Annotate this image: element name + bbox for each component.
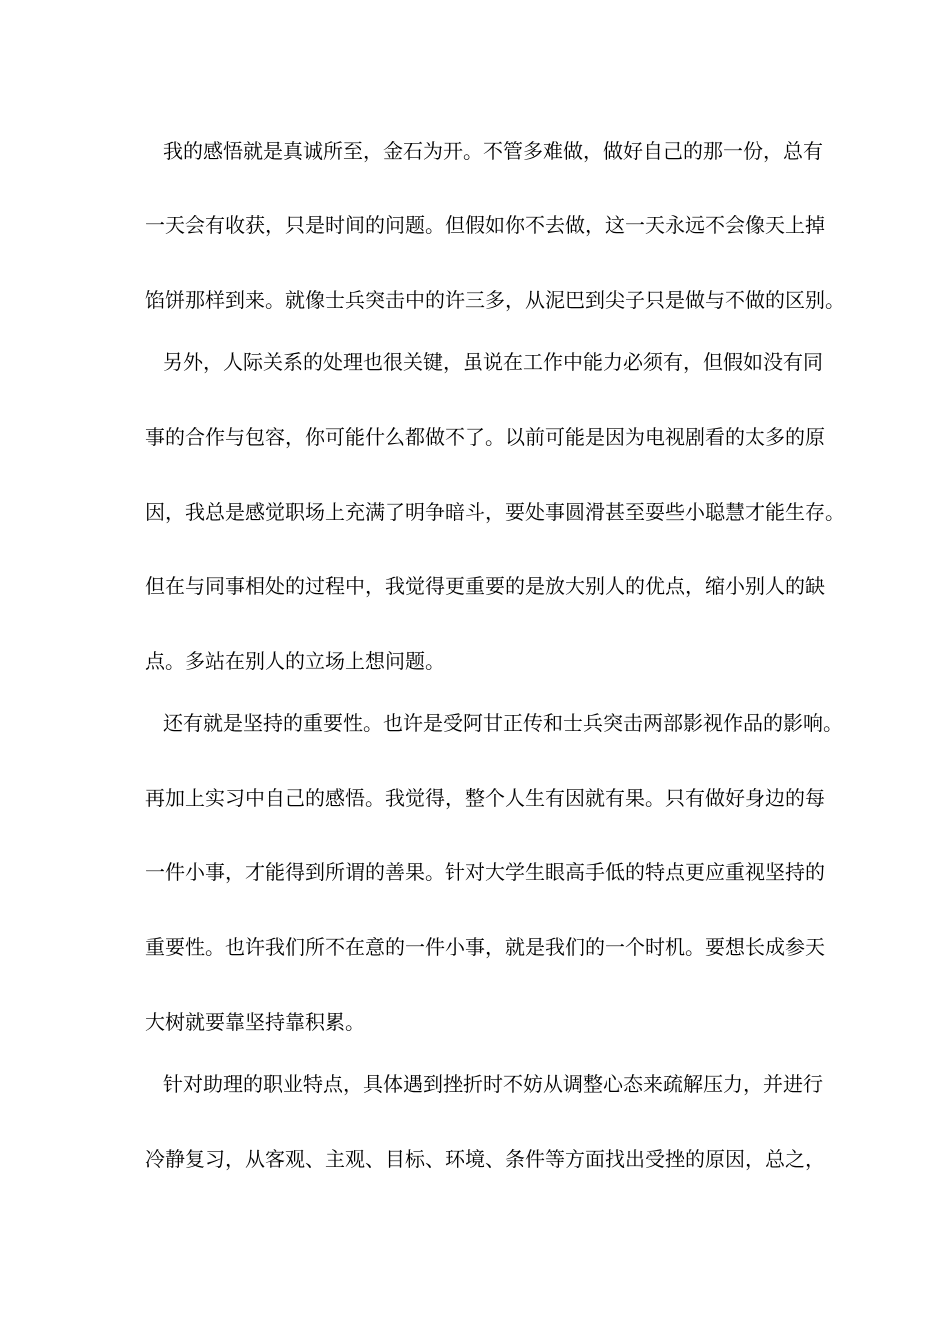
paragraph-4-line-2: 冷静复习，从客观、主观、目标、环境、条件等方面找出受挫的原因，总之， xyxy=(145,1147,825,1171)
paragraph-1-line-2: 一天会有收获，只是时间的问题。但假如你不去做，这一天永远不会像天上掉 xyxy=(145,213,825,237)
paragraph-2-line-5: 点。多站在别人的立场上想问题。 xyxy=(145,649,445,673)
paragraph-3-line-1: 还有就是坚持的重要性。也许是受阿甘正传和士兵突击两部影视作品的影响。 xyxy=(163,711,843,735)
paragraph-2-line-4: 但在与同事相处的过程中，我觉得更重要的是放大别人的优点，缩小别人的缺 xyxy=(145,574,825,598)
paragraph-1-line-3: 馅饼那样到来。就像士兵突击中的许三多，从泥巴到尖子只是做与不做的区别。 xyxy=(145,288,845,312)
paragraph-1-line-1: 我的感悟就是真诚所至，金石为开。不管多难做，做好自己的那一份，总有 xyxy=(163,139,823,163)
paragraph-3-line-3: 一件小事，才能得到所谓的善果。针对大学生眼高手低的特点更应重视坚持的 xyxy=(145,860,825,884)
paragraph-2-line-1: 另外，人际关系的处理也很关键，虽说在工作中能力必须有，但假如没有同 xyxy=(163,350,823,374)
paragraph-2-line-2: 事的合作与包容，你可能什么都做不了。以前可能是因为电视剧看的太多的原 xyxy=(145,425,825,449)
paragraph-3-line-2: 再加上实习中自己的感悟。我觉得，整个人生有因就有果。只有做好身边的每 xyxy=(145,786,825,810)
paragraph-4-line-1: 针对助理的职业特点，具体遇到挫折时不妨从调整心态来疏解压力，并进行 xyxy=(163,1072,823,1096)
paragraph-3-line-4: 重要性。也许我们所不在意的一件小事，就是我们的一个时机。要想长成参天 xyxy=(145,935,825,959)
paragraph-3-line-5: 大树就要靠坚持靠积累。 xyxy=(145,1010,365,1034)
paragraph-2-line-3: 因，我总是感觉职场上充满了明争暗斗，要处事圆滑甚至耍些小聪慧才能生存。 xyxy=(145,500,845,524)
